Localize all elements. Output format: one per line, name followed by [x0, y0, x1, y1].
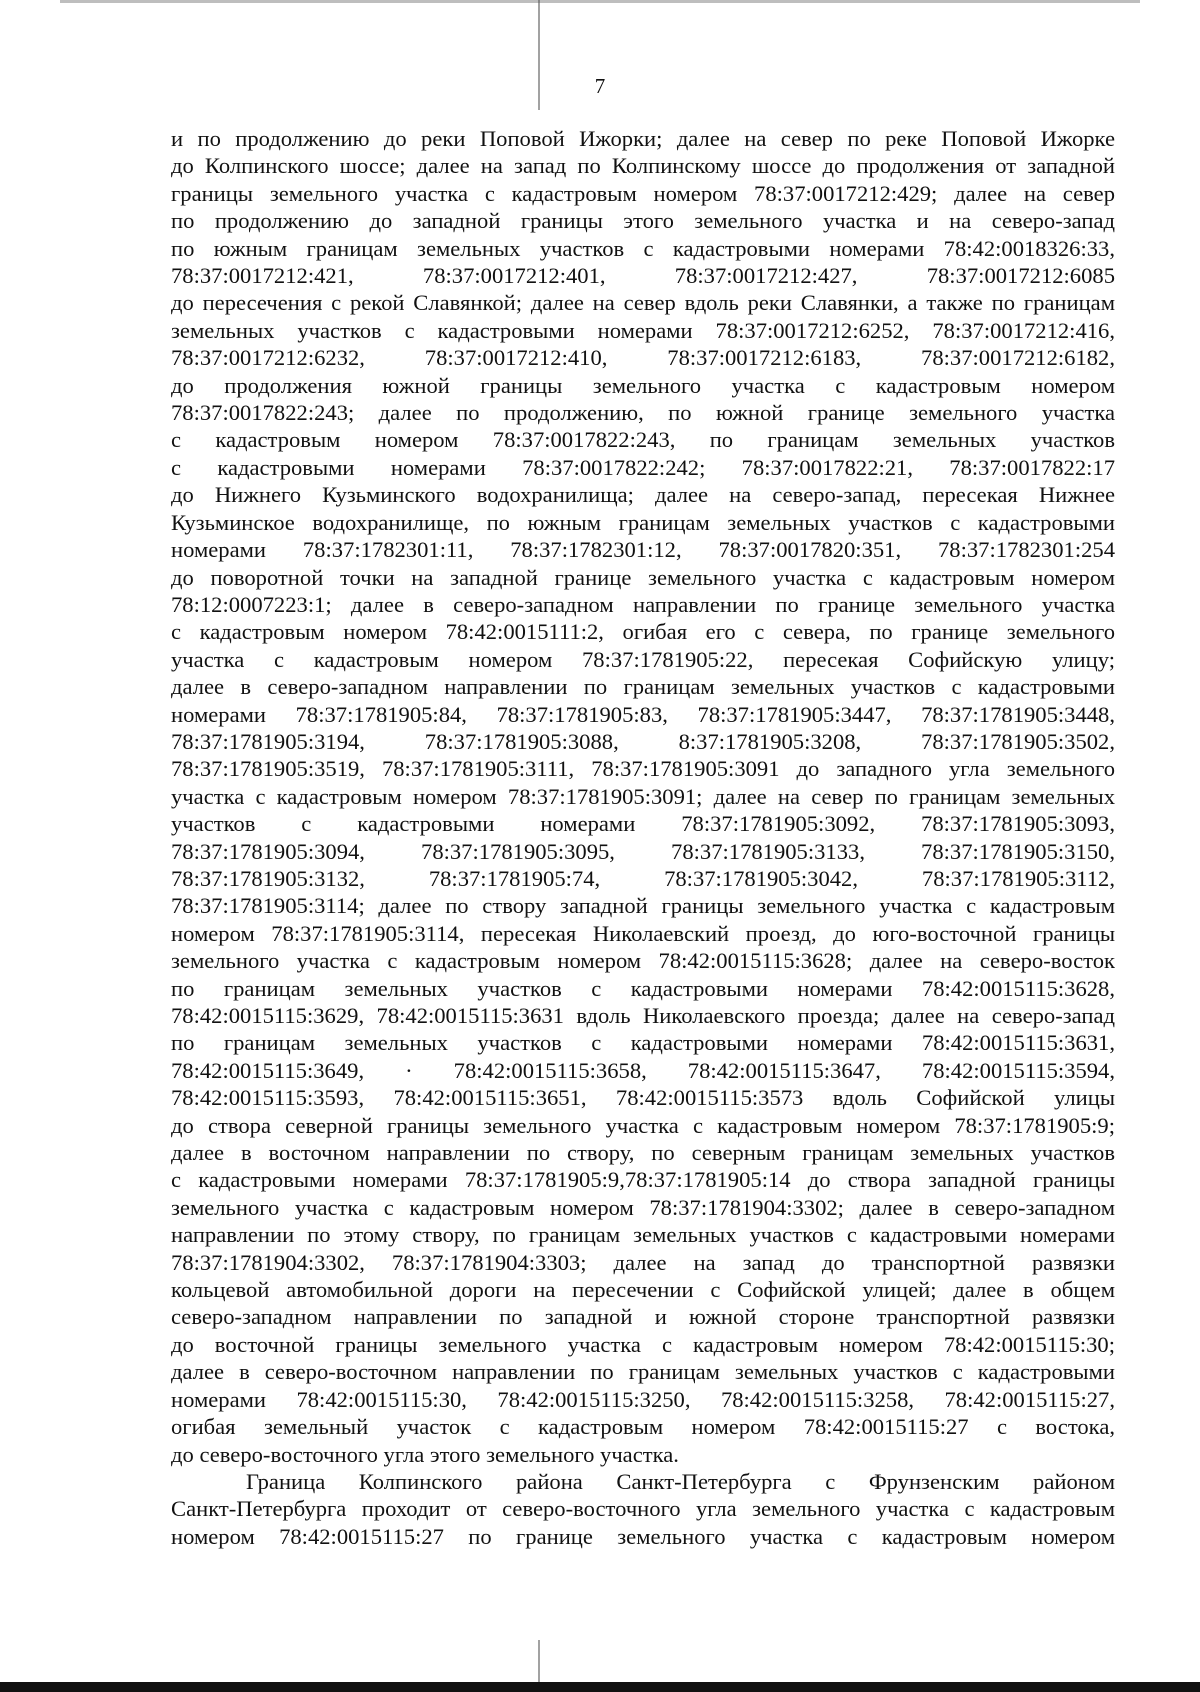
- text-line: с кадастровыми номерами 78:37:1781905:9,78:37:1781905:14 до створа западной границы: [171, 1167, 1115, 1193]
- text-line: до створа северной границы земельного участка с кадастровым номером 78:37:1781905:9;: [171, 1112, 1115, 1138]
- text-line: до Колпинского шоссе; далее на запад по Колпинскому шоссе до продолжения от западной: [171, 153, 1115, 179]
- text-line: далее в северо-западном направлении по границам земельных участков с кадастровыми: [171, 674, 1115, 700]
- paragraph: [171, 1468, 1115, 1550]
- text-line: участка с кадастровым номером 78:37:1781905:22, пересекая Софийскую улицу;: [171, 646, 1115, 672]
- text-line: по границам земельных участков с кадастровыми номерами 78:42:0015115:3628,: [171, 975, 1115, 1001]
- text-line: 78:37:0017822:243; далее по продолжению, по южной границе земельного участка: [171, 400, 1115, 426]
- text-line: номерами 78:42:0015115:30, 78:42:0015115:3250, 78:42:0015115:3258, 78:42:0015115:27,: [171, 1386, 1115, 1412]
- text-line: до продолжения южной границы земельного участка с кадастровым номером: [171, 372, 1115, 398]
- text-line: направлении по этому створу, по границам земельных участков с кадастровыми номерами: [171, 1222, 1115, 1248]
- text-line: 78:37:1781905:3094, 78:37:1781905:3095, 78:37:1781905:3133, 78:37:1781905:3150,: [171, 838, 1115, 864]
- text-line: с кадастровым номером 78:42:0015111:2, огибая его с севера, по границе земельного: [171, 619, 1115, 645]
- paragraph: [171, 125, 1115, 1468]
- text-line: участков с кадастровыми номерами 78:37:1781905:3092, 78:37:1781905:3093,: [171, 811, 1115, 837]
- text-line: и по продолжению до реки Поповой Ижорки; далее на север по реке Поповой Ижорке: [171, 126, 1115, 151]
- text-line: Граница Колпинского района Санкт-Петербурга с Фрунзенским районом: [246, 1468, 1115, 1494]
- text-line: до поворотной точки на западной границе земельного участка с кадастровым номером: [171, 564, 1115, 590]
- text-line: до пересечения с рекой Славянкой; далее на север вдоль реки Славянки, а также по границам: [171, 290, 1115, 316]
- text-line: 78:42:0015115:3629, 78:42:0015115:3631 вдоль Николаевского проезда; далее на северо-запад: [171, 1003, 1115, 1028]
- text-line: Санкт-Петербурга проходит от северо-восточного угла земельного участка с кадастровым: [171, 1496, 1115, 1522]
- text-line: далее в северо-восточном направлении по границам земельных участков с кадастровыми: [171, 1359, 1115, 1385]
- text-line: Кузьминское водохранилище, по южным границам земельных участков с кадастровыми: [171, 509, 1115, 535]
- text-line: северо-западном направлении по западной и южной стороне транспортной развязки: [171, 1304, 1115, 1330]
- text-line: по продолжению до западной границы этого земельного участка и на северо-запад: [171, 208, 1115, 234]
- text-line: 78:37:1781905:3519, 78:37:1781905:3111, 78:37:1781905:3091 до западного угла земельного: [171, 756, 1115, 782]
- text-line: земельного участка с кадастровым номером 78:42:0015115:3628; далее на северо-восток: [171, 948, 1115, 974]
- text-line: 78:37:1781905:3194, 78:37:1781905:3088, 8:37:1781905:3208, 78:37:1781905:3502,: [171, 728, 1115, 754]
- text-line: участка с кадастровым номером 78:37:1781905:3091; далее на север по границам земельных: [171, 783, 1115, 809]
- text-line: земельного участка с кадастровым номером 78:37:1781904:3302; далее в северо-западном: [171, 1194, 1115, 1220]
- text-line: с кадастровыми номерами 78:37:0017822:242; 78:37:0017822:21, 78:37:0017822:17: [171, 454, 1115, 480]
- page-number: 7: [594, 74, 606, 98]
- text-line: 78:37:1781905:3114; далее по створу западной границы земельного участка с кадастровым: [171, 893, 1115, 919]
- text-line: номерами 78:37:1781905:84, 78:37:1781905:83, 78:37:1781905:3447, 78:37:1781905:3448,: [171, 701, 1115, 727]
- text-line: с кадастровым номером 78:37:0017822:243, по границам земельных участков: [171, 427, 1115, 453]
- text-line: номерами 78:37:1782301:11, 78:37:1782301:12, 78:37:0017820:351, 78:37:1782301:254: [171, 537, 1115, 563]
- text-line: номером 78:42:0015115:27 по границе земельного участка с кадастровым номером: [171, 1523, 1115, 1549]
- text-line: по границам земельных участков с кадастровыми номерами 78:42:0015115:3631,: [171, 1030, 1115, 1056]
- text-line: огибая земельный участок с кадастровым номером 78:42:0015115:27 с востока,: [171, 1414, 1115, 1440]
- text-line: до северо-восточного угла этого земельного участка.: [171, 1441, 679, 1467]
- text-line: до восточной границы земельного участка с кадастровым номером 78:42:0015115:30;: [171, 1331, 1115, 1357]
- text-line: земельных участков с кадастровыми номерами 78:37:0017212:6252, 78:37:0017212:416,: [171, 317, 1115, 343]
- scan-top-edge: [60, 0, 1140, 3]
- text-line: 78:37:0017212:6232, 78:37:0017212:410, 78:37:0017212:6183, 78:37:0017212:6182,: [171, 345, 1115, 371]
- text-line: номером 78:37:1781905:3114, пересекая Николаевский проезд, до юго-восточной границы: [171, 920, 1115, 946]
- text-line: 78:42:0015115:3593, 78:42:0015115:3651, 78:42:0015115:3573 вдоль Софийской улицы: [171, 1085, 1115, 1111]
- text-line: 78:37:0017212:421, 78:37:0017212:401, 78:37:0017212:427, 78:37:0017212:6085: [171, 263, 1115, 289]
- text-line: кольцевой автомобильной дороги на пересечении с Софийской улицей; далее в общем: [171, 1277, 1115, 1303]
- text-line: далее в восточном направлении по створу, по северным границам земельных участков: [171, 1140, 1115, 1166]
- text-line: 78:12:0007223:1; далее в северо-западном направлении по границе земельного участка: [171, 591, 1115, 617]
- text-line: 78:42:0015115:3649, · 78:42:0015115:3658, 78:42:0015115:3647, 78:42:0015115:3594,: [171, 1057, 1115, 1083]
- text-line: границы земельного участка с кадастровым номером 78:37:0017212:429; далее на север: [171, 180, 1115, 206]
- text-line: 78:37:1781904:3302, 78:37:1781904:3303; далее на запад до транспортной развязки: [171, 1249, 1115, 1275]
- text-line: 78:37:1781905:3132, 78:37:1781905:74, 78:37:1781905:3042, 78:37:1781905:3112,: [171, 865, 1115, 891]
- scan-bottom-edge: [0, 1682, 1200, 1692]
- text-line: по южным границам земельных участков с кадастровыми номерами 78:42:0018326:33,: [171, 235, 1115, 261]
- text-line: до Нижнего Кузьминского водохранилища; далее на северо-запад, пересекая Нижнее: [171, 482, 1115, 508]
- document-body: [171, 125, 1115, 1550]
